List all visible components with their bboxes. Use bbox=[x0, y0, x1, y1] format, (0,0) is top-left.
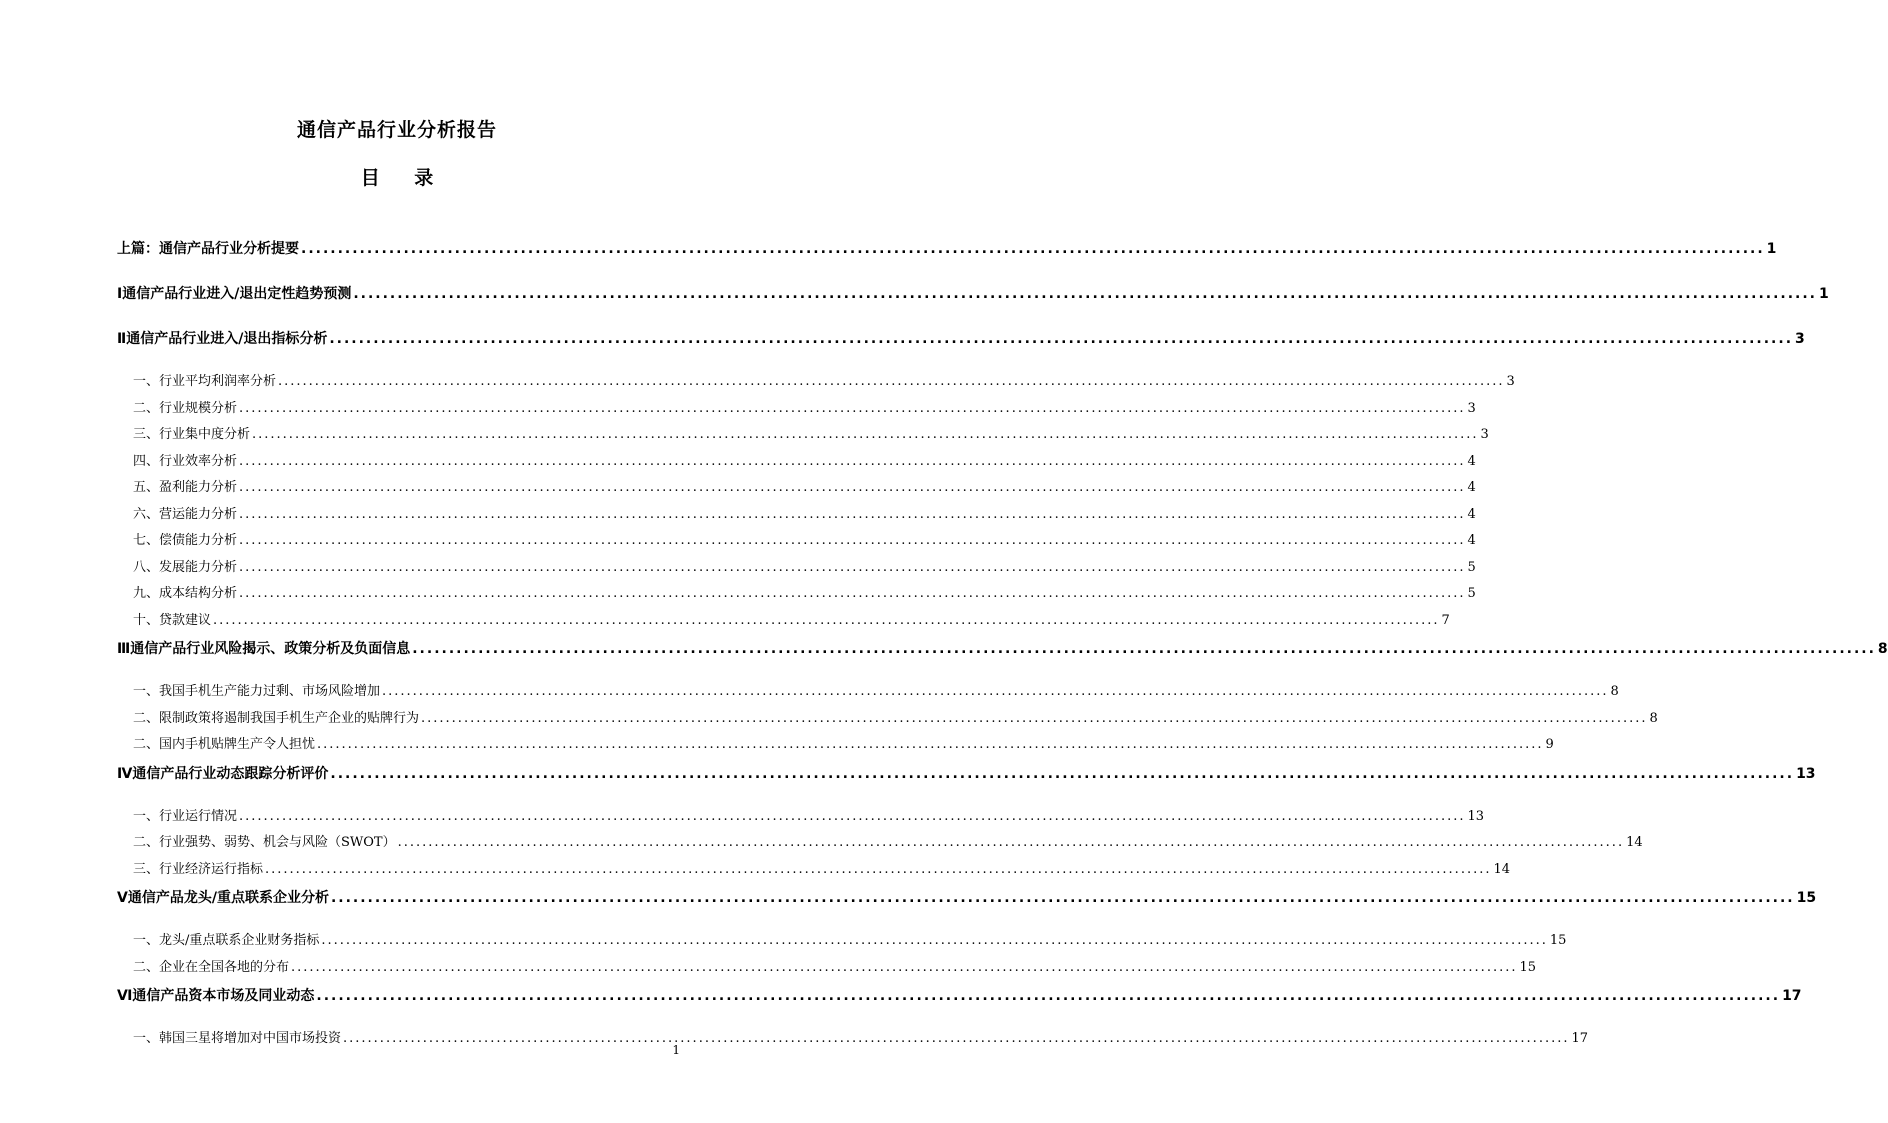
toc-subsection-entry[interactable] bbox=[117, 832, 1643, 854]
toc-dot-leader: ........................................................................................................................................................................................................ bbox=[239, 400, 1466, 416]
toc-dot-leader: ........................................................................................................................................................................................................ bbox=[239, 586, 1466, 601]
toc-dot-leader: ........................................................................................................................................................................................................ bbox=[330, 765, 1795, 782]
toc-dot-leader: ........................................................................................................................................................................................................ bbox=[239, 453, 1466, 469]
toc-entry-label: 二、限制政策将遏制我国手机生产企业的贴牌行为 bbox=[133, 710, 420, 726]
toc-entry-page: 1 bbox=[1819, 286, 1829, 302]
toc-dot-leader: ........................................................................................................................................................................................................ bbox=[291, 959, 1518, 975]
toc-subsection-entry[interactable] bbox=[117, 957, 1537, 979]
toc-entry-label: 七、偿债能力分析 bbox=[133, 533, 238, 548]
toc-entry-page: 9 bbox=[1545, 737, 1554, 752]
toc-entry-label: 一、韩国三星将增加对中国市场投资 bbox=[133, 1031, 342, 1046]
toc-entry-page: 17 bbox=[1782, 988, 1802, 1004]
toc-section-entry[interactable] bbox=[117, 885, 1817, 911]
toc-entry-label: 一、我国手机生产能力过剩、市场风险增加 bbox=[133, 684, 381, 699]
toc-entry-label: 五、盈利能力分析 bbox=[133, 480, 238, 495]
toc-entry-page: 3 bbox=[1480, 427, 1489, 442]
toc-entry-label: 二、行业强势、弱势、机会与风险（SWOT） bbox=[133, 835, 396, 850]
toc-entry-label: Ⅰ通信产品行业进入/退出定性趋势预测 bbox=[117, 286, 352, 302]
toc-section-entry[interactable] bbox=[117, 761, 1816, 787]
toc-entry-label: Ⅲ通信产品行业风险揭示、政策分析及负面信息 bbox=[117, 641, 411, 657]
toc-entry-label: Ⅴ通信产品龙头/重点联系企业分析 bbox=[117, 890, 329, 906]
toc-subsection-entry[interactable] bbox=[117, 451, 1476, 473]
toc-section-entry[interactable] bbox=[117, 236, 1777, 262]
toc-heading: 目 录 bbox=[360, 167, 434, 189]
toc-section-entry[interactable] bbox=[117, 636, 1888, 662]
toc-entry-page: 13 bbox=[1467, 808, 1485, 824]
toc-entry-page: 3 bbox=[1795, 331, 1805, 347]
toc-entry-label: 二、行业规模分析 bbox=[133, 400, 238, 416]
toc-entry-label: Ⅳ通信产品行业动态跟踪分析评价 bbox=[117, 765, 329, 782]
toc-entry-page: 8 bbox=[1649, 710, 1658, 726]
toc-entry-label: 四、行业效率分析 bbox=[133, 453, 238, 469]
toc-dot-leader: ........................................................................................................................................................................................................ bbox=[239, 506, 1466, 522]
toc-entry-label: Ⅱ通信产品行业进入/退出指标分析 bbox=[117, 331, 328, 347]
toc-entry-page: 5 bbox=[1467, 586, 1476, 601]
toc-section-entry[interactable] bbox=[117, 983, 1802, 1009]
toc-subsection-entry[interactable] bbox=[117, 557, 1476, 579]
toc-dot-leader: ........................................................................................................................................................................................................ bbox=[213, 612, 1440, 628]
toc-dot-leader: ........................................................................................................................................................................................................ bbox=[412, 641, 1876, 657]
toc-section-entry[interactable] bbox=[117, 281, 1829, 307]
page-number: 1 bbox=[672, 1043, 680, 1057]
toc-entry-label: 上篇：通信产品行业分析提要 bbox=[117, 241, 299, 257]
toc-entry-page: 13 bbox=[1796, 765, 1816, 782]
toc-entry-label: 二、企业在全国各地的分布 bbox=[133, 959, 290, 975]
toc-entry-page: 3 bbox=[1506, 374, 1515, 389]
toc-entry-page: 17 bbox=[1571, 1031, 1589, 1046]
toc-dot-leader: ........................................................................................................................................................................................................ bbox=[316, 988, 1781, 1004]
toc-dot-leader: ........................................................................................................................................................................................................ bbox=[329, 331, 1794, 347]
toc-subsection-entry[interactable] bbox=[117, 1028, 1589, 1050]
toc-subsection-entry[interactable] bbox=[117, 371, 1515, 393]
toc-subsection-entry[interactable] bbox=[117, 930, 1567, 952]
toc-entry-page: 8 bbox=[1610, 684, 1619, 699]
toc-dot-leader: ........................................................................................................................................................................................................ bbox=[252, 427, 1479, 442]
toc-dot-leader: ........................................................................................................................................................................................................ bbox=[317, 737, 1544, 752]
toc-entry-page: 4 bbox=[1467, 533, 1476, 548]
toc-entry-label: 九、成本结构分析 bbox=[133, 586, 238, 601]
toc-entry-label: 一、龙头/重点联系企业财务指标 bbox=[133, 933, 320, 948]
toc-dot-leader: ........................................................................................................................................................................................................ bbox=[321, 933, 1548, 948]
toc-subsection-entry[interactable] bbox=[117, 504, 1476, 526]
toc-entry-page: 4 bbox=[1467, 506, 1476, 522]
toc-subsection-entry[interactable] bbox=[117, 610, 1450, 632]
toc-dot-leader: ........................................................................................................................................................................................................ bbox=[265, 861, 1492, 877]
toc-subsection-entry[interactable] bbox=[117, 859, 1511, 881]
toc-subsection-entry[interactable] bbox=[117, 806, 1485, 828]
toc-entry-page: 7 bbox=[1441, 612, 1450, 628]
toc-dot-leader: ........................................................................................................................................................................................................ bbox=[301, 241, 1765, 257]
toc-entry-page: 15 bbox=[1796, 890, 1817, 906]
toc-entry-label: 三、行业经济运行指标 bbox=[133, 861, 264, 877]
toc-entry-page: 14 bbox=[1493, 861, 1511, 877]
toc-entry-page: 4 bbox=[1467, 453, 1476, 469]
toc-dot-leader: ........................................................................................................................................................................................................ bbox=[421, 710, 1648, 726]
toc-entry-page: 14 bbox=[1626, 835, 1643, 850]
toc-entry-page: 15 bbox=[1519, 959, 1537, 975]
toc-dot-leader: ........................................................................................................................................................................................................ bbox=[239, 480, 1466, 495]
toc-entry-page: 8 bbox=[1877, 641, 1888, 657]
toc-entry-label: 一、行业平均利润率分析 bbox=[133, 374, 277, 389]
toc-dot-leader: ........................................................................................................................................................................................................ bbox=[278, 374, 1505, 389]
toc-entry-page: 4 bbox=[1467, 480, 1476, 495]
toc-subsection-entry[interactable] bbox=[117, 530, 1476, 552]
toc-dot-leader: ........................................................................................................................................................................................................ bbox=[239, 533, 1466, 548]
toc-subsection-entry[interactable] bbox=[117, 583, 1476, 605]
toc-dot-leader: ........................................................................................................................................................................................................ bbox=[353, 286, 1817, 302]
toc-entry-page: 3 bbox=[1467, 400, 1476, 416]
table-of-contents bbox=[117, 236, 1888, 1055]
toc-entry-label: 八、发展能力分析 bbox=[133, 559, 238, 575]
toc-entry-label: 三、行业集中度分析 bbox=[133, 427, 251, 442]
toc-entry-label: 十、贷款建议 bbox=[133, 612, 212, 628]
document-title: 通信产品行业分析报告 bbox=[296, 119, 497, 141]
toc-entry-page: 5 bbox=[1467, 559, 1476, 575]
toc-entry-page: 1 bbox=[1766, 241, 1777, 257]
toc-subsection-entry[interactable] bbox=[117, 734, 1554, 756]
toc-dot-leader: ........................................................................................................................................................................................................ bbox=[239, 808, 1466, 824]
toc-section-entry[interactable] bbox=[117, 326, 1805, 352]
toc-subsection-entry[interactable] bbox=[117, 477, 1476, 499]
toc-dot-leader: ........................................................................................................................................................................................................ bbox=[397, 835, 1625, 850]
toc-dot-leader: ........................................................................................................................................................................................................ bbox=[330, 890, 1795, 906]
toc-entry-label: 二、国内手机贴牌生产令人担忧 bbox=[133, 737, 316, 752]
toc-dot-leader: ........................................................................................................................................................................................................ bbox=[343, 1031, 1570, 1046]
toc-entry-label: 六、营运能力分析 bbox=[133, 506, 238, 522]
toc-subsection-entry[interactable] bbox=[117, 398, 1476, 420]
toc-dot-leader: ........................................................................................................................................................................................................ bbox=[382, 684, 1609, 699]
toc-subsection-entry[interactable] bbox=[117, 424, 1489, 446]
toc-entry-label: 一、行业运行情况 bbox=[133, 808, 238, 824]
toc-entry-page: 15 bbox=[1549, 933, 1567, 948]
toc-dot-leader: ........................................................................................................................................................................................................ bbox=[239, 559, 1466, 575]
toc-subsection-entry[interactable] bbox=[117, 681, 1619, 703]
toc-subsection-entry[interactable] bbox=[117, 708, 1658, 730]
toc-entry-label: Ⅵ通信产品资本市场及同业动态 bbox=[117, 988, 315, 1004]
